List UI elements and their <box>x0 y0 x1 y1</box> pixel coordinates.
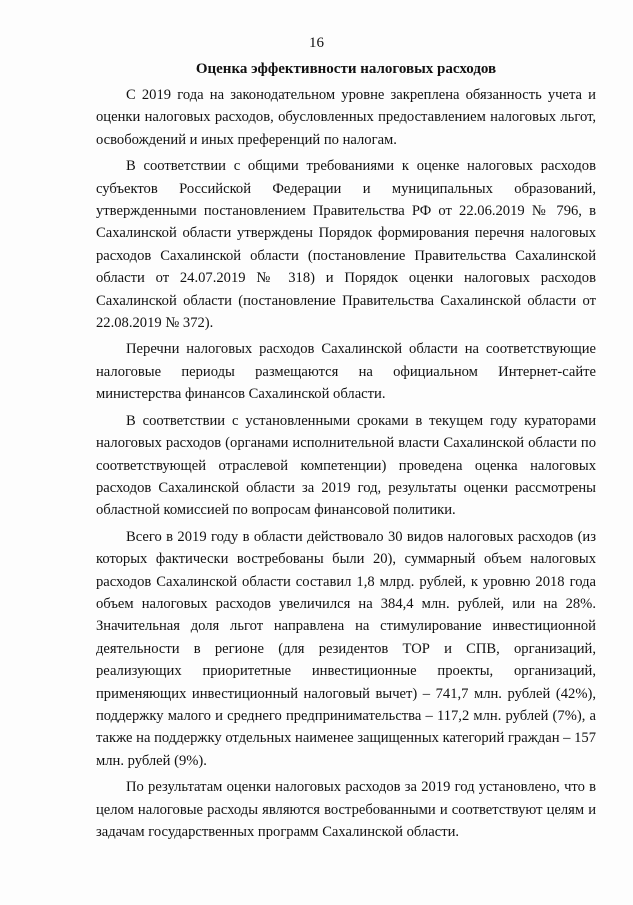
paragraph-6: По результатам оценки налоговых расходов за 2019 год установлено, что в целом налоговые расходы являются востребованными и соответствуют целям и задачам государственных программ Сахалинской области. <box>96 779 596 840</box>
document-body <box>96 84 596 847</box>
document-title: Оценка эффективности налоговых расходов <box>195 61 497 77</box>
page-number: 16 <box>309 35 324 51</box>
paragraph-2: В соответствии с общими требованиями к оценке налоговых расходов субъектов Российской Федерации и муниципальных образований, утвержденными постановлением Правительства РФ от 22.06.2019 № 796, в Сахалинской области утверждены Порядок формирования перечня налоговых расходов Сахалинской области (постановление Правительства Сахалинской области от 24.07.2019 № 318) и Порядок оценки налоговых расходов Сахалинской области (постановление Правительства Сахалинской области от 22.08.2019 № 372). <box>96 158 596 332</box>
paragraph-3: Перечни налоговых расходов Сахалинской области на соответствующие налоговые периоды размещаются на официальном Интернет-сайте министерства финансов Сахалинской области. <box>96 341 596 403</box>
paragraph-5: Всего в 2019 году в области действовало 30 видов налоговых расходов (из которых фактически востребованы были 20), суммарный объем налоговых расходов Сахалинской области составил 1,8 млрд. рублей, к уровню 2018 года объем налоговых расходов увеличился на 384,4 млн. рублей, или на 28%. Значительная доля льгот направлена на стимулирование инвестиционной деятельности в регионе (для резидентов ТОР и СПВ, организаций, реализующих приоритетные инвестиционные проекты, организаций, применяющих инвестиционный налоговый вычет) – 741,7 млн. рублей (42%), поддержку малого и среднего предпринимательства – 117,2 млн. рублей (7%), а также на поддержку отдельных наименее защищенных категорий граждан – 157 млн. рублей (9%). <box>96 528 596 769</box>
paragraph-4: В соответствии с установленными сроками в текущем году кураторами налоговых расходов (органами исполнительной власти Сахалинской области по соответствующей отраслевой компетенции) проведена оценка налоговых расходов Сахалинской области за 2019 год, результаты оценки рассмотрены областной комиссией по вопросам финансовой политики. <box>96 412 596 519</box>
paragraph-1: С 2019 года на законодательном уровне закреплена обязанность учета и оценки налоговых расходов, обусловленных предоставлением налоговых льгот, освобождений и иных преференций по налогам. <box>96 87 596 148</box>
